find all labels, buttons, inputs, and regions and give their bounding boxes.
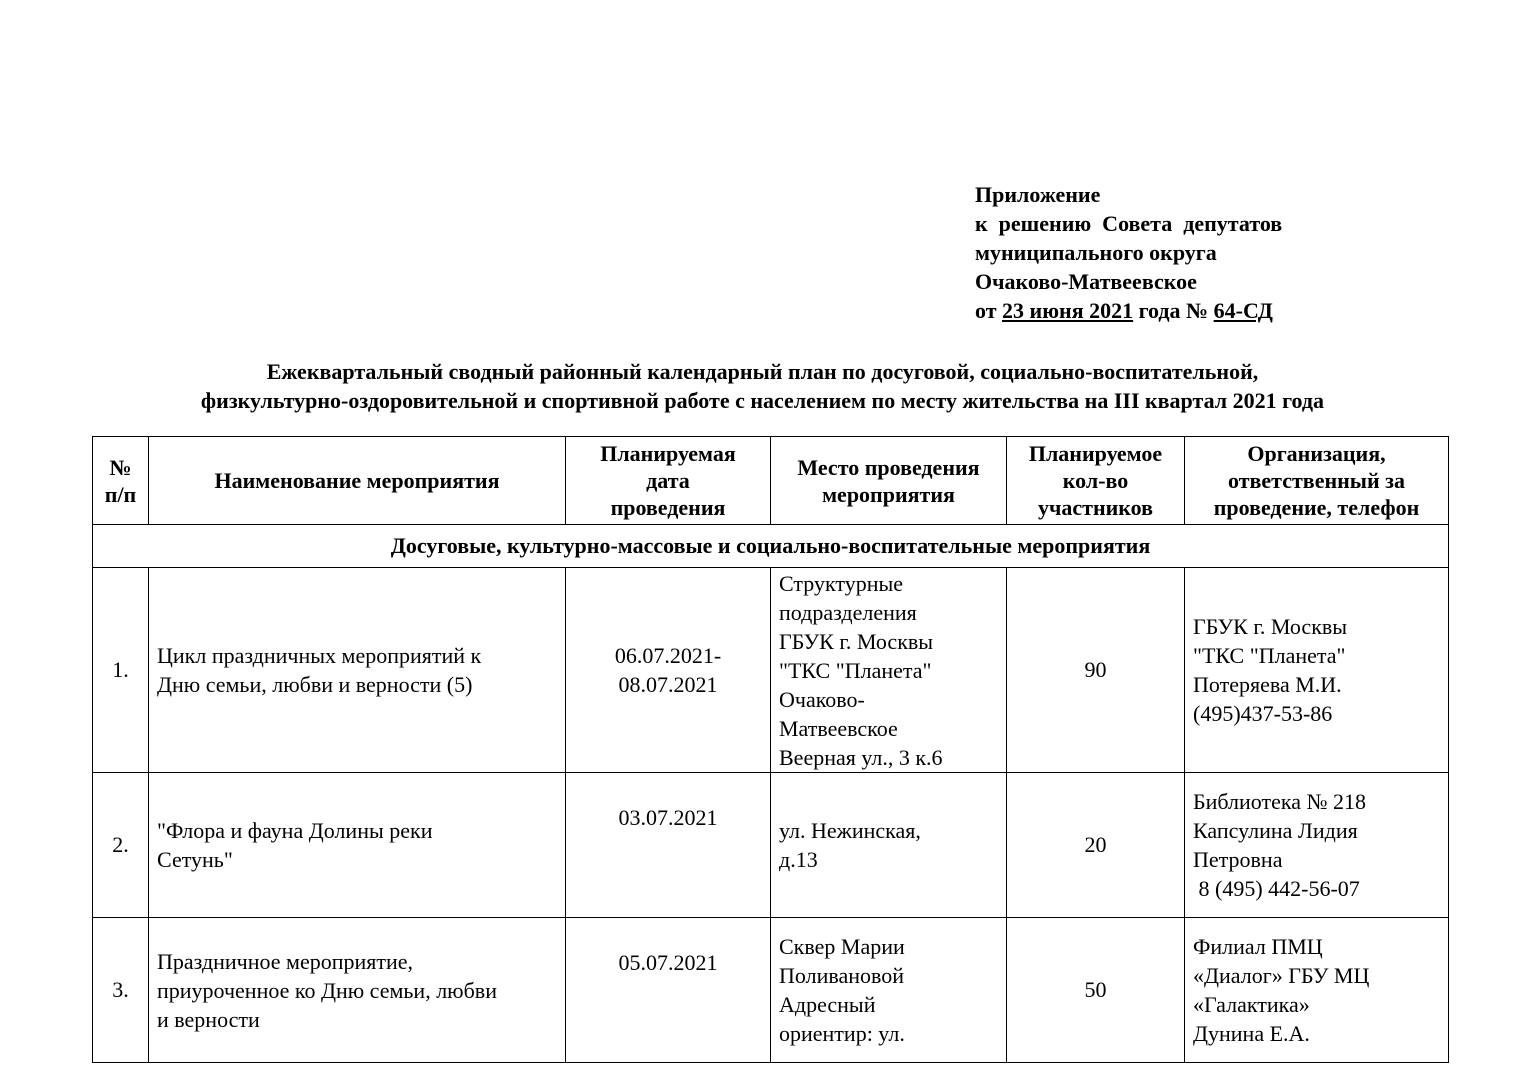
title-line: Ежеквартальный сводный районный календарный план по досуговой, социально-воспитательной, bbox=[266, 359, 1259, 384]
decision-date: 23 июня 2021 bbox=[1002, 298, 1134, 323]
appendix-block bbox=[975, 180, 1282, 325]
table-row bbox=[93, 918, 1449, 1063]
table-row bbox=[93, 568, 1449, 773]
events-table bbox=[92, 436, 1449, 1063]
table-row bbox=[93, 773, 1449, 918]
row-org: ГБУК г. Москвы "ТКС "Планета" Потеряева М.И. (495)437-53-86 bbox=[1185, 568, 1449, 773]
row-place: Структурные подразделения ГБУК г. Москвы "ТКС "Планета" Очаково- Матвеевское Веерная ул., 3 к.6 bbox=[771, 568, 1007, 773]
row-org: Филиал ПМЦ «Диалог» ГБУ МЦ «Галактика» Дунина Е.А. bbox=[1185, 918, 1449, 1063]
appendix-decision-line bbox=[975, 296, 1282, 325]
row-date: 03.07.2021 bbox=[566, 773, 771, 918]
decision-number: 64-СД bbox=[1213, 298, 1273, 323]
section-title: Досуговые, культурно-массовые и социально-воспитательные мероприятия bbox=[93, 525, 1449, 568]
row-count: 20 bbox=[1007, 773, 1185, 918]
row-place: Сквер Марии Поливановой Адресный ориентир: ул. bbox=[771, 918, 1007, 1063]
row-name: "Флора и фауна Долины реки Сетунь" bbox=[149, 773, 566, 918]
document-title bbox=[0, 357, 1525, 415]
row-num: 3. bbox=[93, 918, 149, 1063]
header-date: Планируемая дата проведения bbox=[566, 437, 771, 525]
appendix-line: Очаково-Матвеевское bbox=[975, 269, 1197, 294]
table-header-row bbox=[93, 437, 1449, 525]
header-org: Организация, ответственный за проведение, телефон bbox=[1185, 437, 1449, 525]
row-date: 06.07.2021- 08.07.2021 bbox=[566, 568, 771, 773]
row-name: Праздничное мероприятие, приуроченное ко Дню семьи, любви и верности bbox=[149, 918, 566, 1063]
row-num: 2. bbox=[93, 773, 149, 918]
row-org: Библиотека № 218 Капсулина Лидия Петровна 8 (495) 442-56-07 bbox=[1185, 773, 1449, 918]
row-date: 05.07.2021 bbox=[566, 918, 771, 1063]
row-count: 50 bbox=[1007, 918, 1185, 1063]
header-place: Место проведения мероприятия bbox=[771, 437, 1007, 525]
row-count: 90 bbox=[1007, 568, 1185, 773]
header-name: Наименование мероприятия bbox=[149, 437, 566, 525]
appendix-line: к решению Совета депутатов bbox=[975, 211, 1283, 236]
section-row bbox=[93, 525, 1449, 568]
appendix-prefix: от bbox=[975, 298, 1003, 323]
header-count: Планируемое кол-во участников bbox=[1007, 437, 1185, 525]
appendix-mid: года № bbox=[1133, 298, 1214, 323]
row-name: Цикл праздничных мероприятий к Дню семьи, любви и верности (5) bbox=[149, 568, 566, 773]
title-line: физкультурно-оздоровительной и спортивной работе с населением по месту жительства на III квартал 2021 года bbox=[200, 388, 1325, 413]
appendix-line: муниципального округа bbox=[975, 240, 1217, 265]
header-num: № п/п bbox=[93, 437, 149, 525]
appendix-line: Приложение bbox=[975, 182, 1101, 207]
row-place: ул. Нежинская, д.13 bbox=[771, 773, 1007, 918]
row-num: 1. bbox=[93, 568, 149, 773]
